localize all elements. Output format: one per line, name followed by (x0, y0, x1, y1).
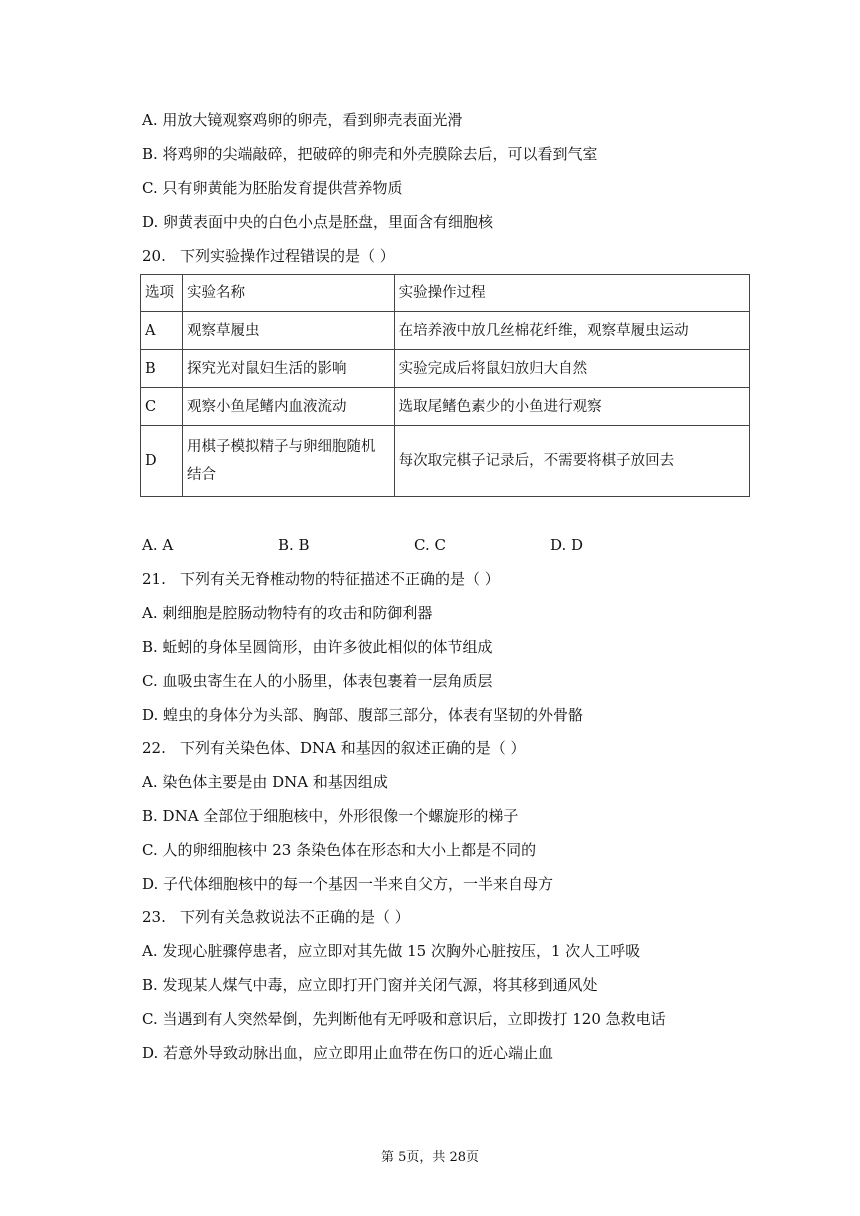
table-header-cell: 选项 (141, 275, 183, 312)
q23-stem (142, 910, 410, 925)
q23-option-d: D. 若意外导致动脉出血，应立即用止血带在伤口的近心端止血 (142, 1044, 554, 1062)
q22-option-d: D. 子代体细胞核中的每一个基因一半来自父方，一半来自母方 (142, 875, 554, 893)
table-cell: 探究光对鼠妇生活的影响 (182, 350, 394, 388)
q22-option-c: C. 人的卵细胞核中 23 条染色体在形态和大小上都是不同的 (142, 841, 537, 859)
table-cell: 每次取完棋子记录后，不需要将棋子放回去 (394, 426, 749, 497)
q22-option-a: A. 染色体主要是由 DNA 和基因组成 (142, 773, 388, 791)
q20-number: 20. (142, 247, 166, 265)
q21-option-b: B. 蚯蚓的身体呈圆筒形，由许多彼此相似的体节组成 (142, 638, 493, 656)
q20-stem (142, 249, 395, 264)
q22-stem-text: 下列有关染色体、DNA 和基因的叙述正确的是（ ） (180, 739, 526, 757)
q19-option-c: C. 只有卵黄能为胚胎发育提供营养物质 (142, 179, 403, 197)
table-header-row (141, 275, 750, 312)
q23-stem-text: 下列有关急救说法不正确的是（ ） (180, 908, 410, 926)
table-cell: D (141, 426, 183, 497)
table-header-cell: 实验操作过程 (394, 275, 749, 312)
q21-option-a: A. 刺细胞是腔肠动物特有的攻击和防御利器 (142, 604, 433, 622)
table-header-cell: 实验名称 (182, 275, 394, 312)
q21-stem (142, 572, 500, 587)
q19-option-d: D. 卵黄表面中央的白色小点是胚盘，里面含有细胞核 (142, 213, 494, 231)
q22-stem (142, 741, 526, 756)
q22-option-b: B. DNA 全部位于细胞核中，外形很像一个螺旋形的梯子 (142, 807, 519, 825)
q20-option-d: D. D (550, 536, 584, 554)
q20-option-a: A. A (142, 536, 174, 554)
q19-option-a: A. 用放大镜观察鸡卵的卵壳，看到卵壳表面光滑 (142, 111, 463, 129)
q21-option-c: C. 血吸虫寄生在人的小肠里，体表包裹着一层角质层 (142, 672, 493, 690)
table-row (141, 350, 750, 388)
q23-option-c: C. 当遇到有人突然晕倒，先判断他有无呼吸和意识后，立即拨打 120 急救电话 (142, 1010, 666, 1028)
table-row (141, 388, 750, 426)
q21-stem-text: 下列有关无脊椎动物的特征描述不正确的是（ ） (180, 570, 500, 588)
q20-option-c: C. C (414, 536, 446, 554)
table-cell: C (141, 388, 183, 426)
q20-option-b: B. B (278, 536, 310, 554)
table-cell: 观察草履虫 (182, 312, 394, 350)
q21-option-d: D. 蝗虫的身体分为头部、胸部、腹部三部分，体表有坚韧的外骨骼 (142, 706, 584, 724)
page-footer: 第 5页，共 28页 (380, 1150, 480, 1165)
table-row (141, 426, 750, 497)
table-cell: A (141, 312, 183, 350)
q20-stem-text: 下列实验操作过程错误的是（ ） (180, 247, 395, 265)
table-cell: 在培养液中放几丝棉花纤维，观察草履虫运动 (394, 312, 749, 350)
table-cell: 观察小鱼尾鳍内血液流动 (182, 388, 394, 426)
table-row (141, 312, 750, 350)
q23-number: 23. (142, 908, 166, 926)
table-cell: 用棋子模拟精子与卵细胞随机结合 (182, 426, 394, 497)
q21-number: 21. (142, 570, 166, 588)
q23-option-a: A. 发现心脏骤停患者，应立即对其先做 15 次胸外心脏按压，1 次人工呼吸 (142, 942, 641, 960)
q19-option-b: B. 将鸡卵的尖端敲碎，把破碎的卵壳和外壳膜除去后，可以看到气室 (142, 145, 598, 163)
table-cell: 实验完成后将鼠妇放归大自然 (394, 350, 749, 388)
experiment-table (140, 274, 750, 497)
table-cell: 选取尾鳍色素少的小鱼进行观察 (394, 388, 749, 426)
table-cell: B (141, 350, 183, 388)
q23-option-b: B. 发现某人煤气中毒，应立即打开门窗并关闭气源，将其移到通风处 (142, 976, 598, 994)
q22-number: 22. (142, 739, 166, 757)
